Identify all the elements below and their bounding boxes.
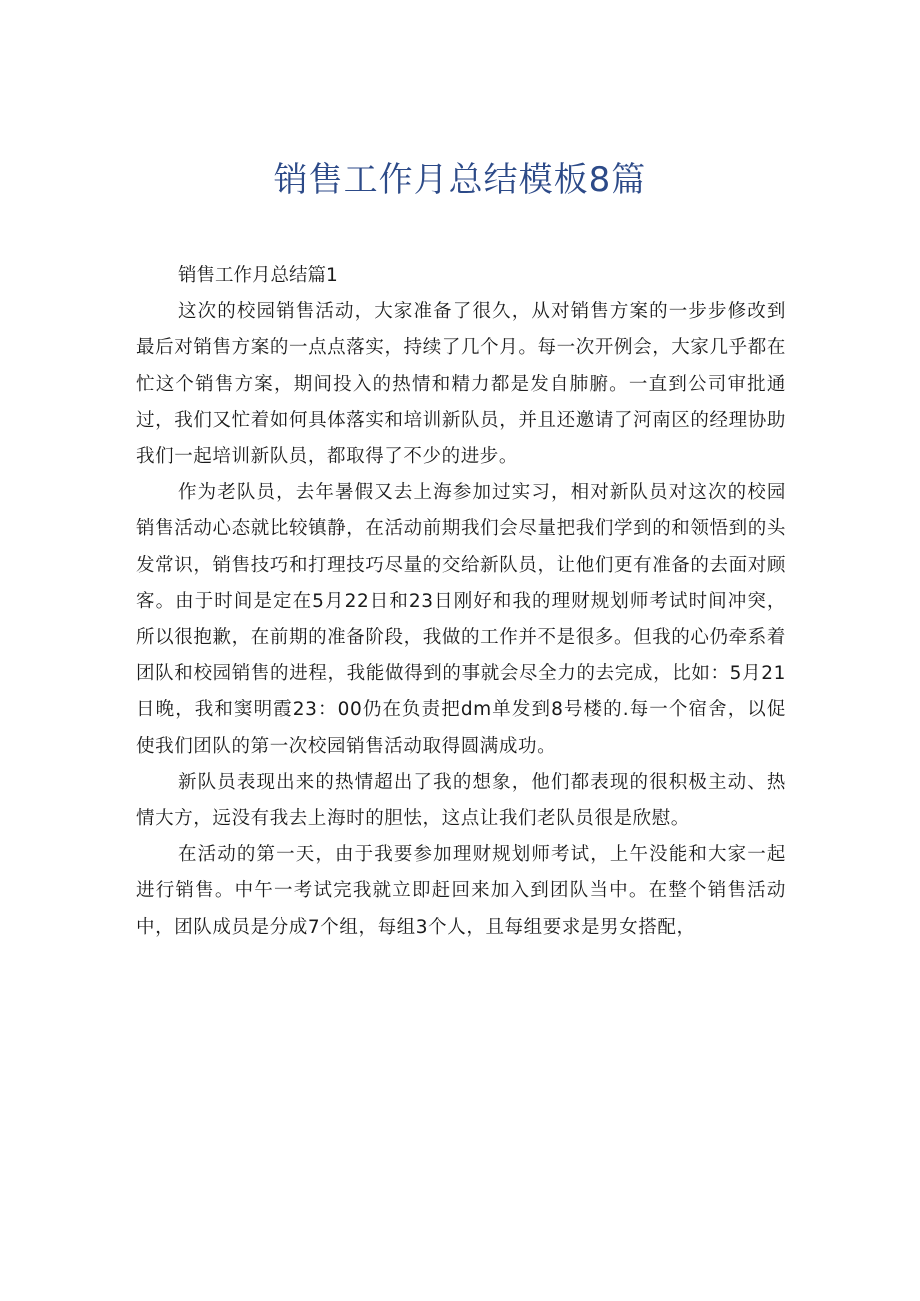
- document-title: 销售工作月总结模板8篇: [273, 160, 647, 200]
- paragraph-1: 这次的校园销售活动，大家准备了很久，从对销售方案的一步步修改到最后对销售方案的一点点落实，持续了几个月。每一次开例会，大家几乎都在忙这个销售方案，期间投入的热情和精力都是发自肺腑。一直到公司审批通过，我们又忙着如何具体落实和培训新队员，并且还邀请了河南区的经理协助我们一起培训新队员，都取得了不少的进步。: [136, 301, 786, 468]
- section-heading: 销售工作月总结篇1: [178, 265, 338, 286]
- paragraph-4: 在活动的第一天，由于我要参加理财规划师考试，上午没能和大家一起进行销售。中午一考试完我就立即赶回来加入到团队当中。在整个销售活动中，团队成员是分成7个组，每组3个人，且每组要求是男女搭配，: [136, 844, 786, 938]
- paragraph-3: 新队员表现出来的热情超出了我的想象，他们都表现的很积极主动、热情大方，远没有我去上海时的胆怯，这点让我们老队员很是欣慰。: [136, 771, 786, 830]
- paragraph-2: 作为老队员，去年暑假又去上海参加过实习，相对新队员对这次的校园销售活动心态就比较镇静，在活动前期我们会尽量把我们学到的和领悟到的头发常识，销售技巧和打理技巧尽量的交给新队员，让他们更有准备的去面对顾客。由于时间是定在5月22日和23日刚好和我的理财规划师考试时间冲突，所以很抱歉，在前期的准备阶段，我做的工作并不是很多。但我的心仍牵系着团队和校园销售的进程，我能做得到的事就会尽全力的去完成，比如：5月21日晚，我和窦明霞23：00仍在负责把dm单发到8号楼的.每一个宿舍，以促使我们团队的第一次校园销售活动取得圆满成功。: [136, 482, 786, 757]
- document-body: [136, 258, 786, 946]
